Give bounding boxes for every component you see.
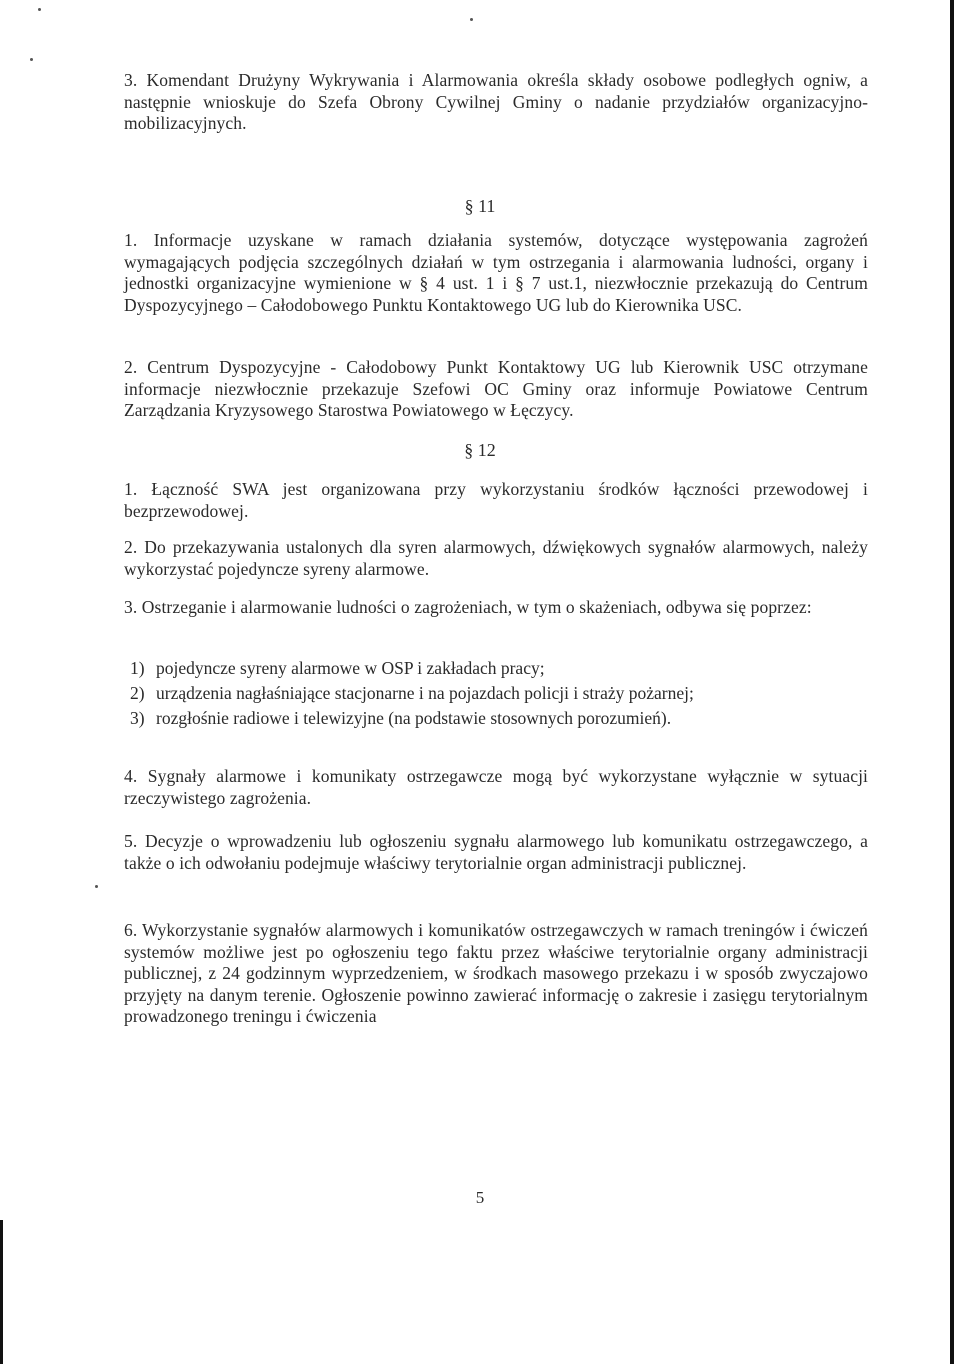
section-12-paragraph-1: 1. Łączność SWA jest organizowana przy wykorzystaniu środków łączności przewodowej i bezprzewodowej. [124,479,868,521]
list-item-text: rozgłośnie radiowe i telewizyjne (na podstawie stosownych porozumień). [156,708,672,728]
list-item [130,656,870,681]
warning-means-list [130,656,870,731]
section-11-paragraph-1: 1. Informacje uzyskane w ramach działania systemów, dotyczące występowania zagrożeń wymagających podjęcia szczególnych działań w tym ostrzegania i alarmowania ludności, organy i jednostki organizacyjne wymienione w § 4 ust. 1 i § 7 ust.1, niezwłocznie przekazują do Centrum Dyspozycyjnego – Całodobowego Punktu Kontaktowego UG lub do Kierownika USC. [124,230,868,315]
list-item-number: 1) [130,658,145,678]
list-item-number: 3) [130,708,145,728]
page-number: 5 [475,1188,485,1207]
paragraph-3-komendant: 3. Komendant Drużyny Wykrywania i Alarmowania określa składy osobowe podległych ogniw, a następnie wnioskuje do Szefa Obrony Cywilnej Gminy o nadanie przydziałów organizacyjno-mobilizacyjnych. [124,70,868,133]
section-12-paragraph-2: 2. Do przekazywania ustalonych dla syren alarmowych, dźwiękowych sygnałów alarmowych, należy wykorzystać pojedyncze syreny alarmowe. [124,537,868,579]
list-item-text: urządzenia nagłaśniające stacjonarne i na pojazdach policji i straży pożarnej; [156,683,694,703]
scan-speck [95,885,98,888]
section-12-paragraph-3: 3. Ostrzeganie i alarmowanie ludności o zagrożeniach, w tym o skażeniach, odbywa się poprzez: [124,597,812,617]
scan-edge-left [0,1220,3,1364]
section-11-paragraph-2: 2. Centrum Dyspozycyjne - Całodobowy Punkt Kontaktowy UG lub Kierownik USC otrzymane informacje niezwłocznie przekazuje Szefowi OC Gminy oraz informuje Powiatowe Centrum Zarządzania Kryzysowego Starostwa Powiatowego w Łęczycy. [124,357,868,420]
scan-speck [470,18,473,21]
section-12-paragraph-4: 4. Sygnały alarmowe i komunikaty ostrzegawcze mogą być wykorzystane wyłącznie w sytuacji rzeczywistego zagrożenia. [124,766,868,808]
section-12-paragraph-5: 5. Decyzje o wprowadzeniu lub ogłoszeniu sygnału alarmowego lub komunikatu ostrzegawczego, a także o ich odwołaniu podejmuje właściwy terytorialnie organ administracji publicznej. [124,831,868,873]
section-11-heading: § 11 [464,196,496,216]
list-item [130,681,870,706]
section-12-paragraph-6: 6. Wykorzystanie sygnałów alarmowych i komunikatów ostrzegawczych w ramach treningów i ćwiczeń systemów możliwe jest po ogłoszeniu tego faktu przez właściwe terytorialnie organy administracji publicznej, z 24 godzinnym wyprzedzeniem, w środkach masowego przekazu i w sposób zwyczajowo przyjęty na danym terenie. Ogłoszenie powinno zawierać informację o zakresie i zasięgu terytorialnym prowadzonego treningu i ćwiczenia [124,920,868,1026]
section-12-heading: § 12 [464,440,496,460]
scan-speck [38,8,41,11]
list-item [130,706,870,731]
list-item-number: 2) [130,683,145,703]
scan-speck [30,58,33,61]
list-item-text: pojedyncze syreny alarmowe w OSP i zakładach pracy; [156,658,545,678]
